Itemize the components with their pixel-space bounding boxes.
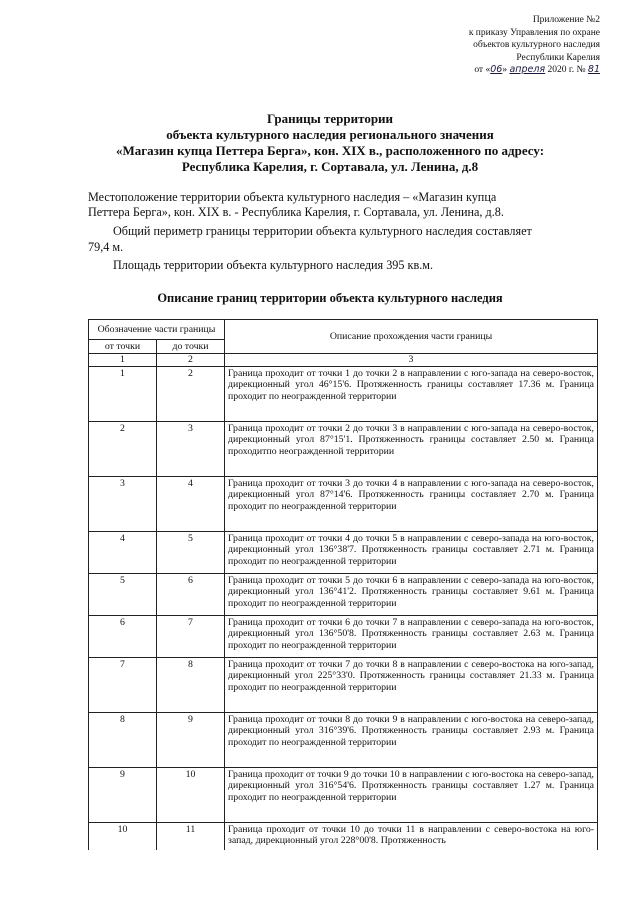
index-cell: 2: [157, 354, 225, 367]
from-cell: 7: [89, 657, 157, 712]
date-day: 06: [490, 64, 503, 75]
date-prefix: от «: [474, 65, 491, 75]
description-cell: Граница проходит от точки 7 до точки 8 в направлении с северо-востока на юго-запад, дирекционный угол 225°33'0. Протяженность границы составляет 21.33 м. Граница проходит по неогражденной территории: [225, 657, 598, 712]
title-line: Республика Карелия, г. Сортавала, ул. Ленина, д.8: [181, 159, 479, 174]
appendix-block: [469, 14, 600, 77]
location-paragraph: Местоположение территории объекта культурного наследия – «Магазин купца: [88, 190, 497, 204]
description-cell: Граница проходит от точки 5 до точки 6 в направлении с северо-запада на юго-восток, дирекционный угол 136°41'2. Протяженность границы составляет 9.61 м. Граница проходит по неогражденной территории: [225, 573, 598, 615]
header-description: Описание прохождения части границы: [225, 320, 598, 354]
index-cell: 1: [89, 354, 157, 367]
date-month: апреля: [509, 64, 546, 75]
description-cell: Граница проходит от точки 9 до точки 10 в направлении с юго-востока на северо-запад, дирекционный угол 316°54'6. Протяженность границы составляет 1.27 м. Граница проходит по неогражденной территории: [225, 767, 598, 822]
from-cell: 2: [89, 421, 157, 476]
to-cell: 5: [157, 531, 225, 573]
table-row: [89, 573, 598, 615]
table-row: [89, 822, 598, 850]
to-cell: 7: [157, 615, 225, 657]
description-cell: Граница проходит от точки 1 до точки 2 в направлении с юго-запада на северо-восток, дирекционный угол 46°15'6. Протяженность границы составляет 17.36 м. Граница проходит по неогражденной территории: [225, 366, 598, 421]
header-group: Обозначение части границы: [89, 320, 225, 340]
from-cell: 1: [89, 366, 157, 421]
to-cell: 10: [157, 767, 225, 822]
perimeter-paragraph: Общий периметр границы территории объекта культурного наследия составляет: [113, 224, 532, 238]
table-row: [89, 366, 598, 421]
description-cell: Граница проходит от точки 3 до точки 4 в направлении с юго-запада на северо-восток, дирекционный угол 87°14'6. Протяженность границы составляет 2.70 м. Граница проходит по неогражденной территории: [225, 476, 598, 531]
to-cell: 6: [157, 573, 225, 615]
description-cell: Граница проходит от точки 4 до точки 5 в направлении с северо-запада на юго-восток, дирекционный угол 136°38'7. Протяженность границы составляет 2.71 м. Граница проходит по неогражденной территории: [225, 531, 598, 573]
appendix-line: Республики Карелия: [516, 52, 600, 63]
to-cell: 3: [157, 421, 225, 476]
date-mid: »: [502, 65, 508, 75]
description-cell: Граница проходит от точки 10 до точки 11 в направлении с северо-востока на юго-запад, дирекционный угол 228°00'8. Протяженность: [225, 822, 598, 850]
to-cell: 11: [157, 822, 225, 850]
title-line: Границы территории: [266, 111, 394, 126]
from-cell: 6: [89, 615, 157, 657]
table-row: [89, 657, 598, 712]
area-paragraph: Площадь территории объекта культурного наследия 395 кв.м.: [113, 258, 434, 272]
from-cell: 3: [89, 476, 157, 531]
to-cell: 2: [157, 366, 225, 421]
title-line: объекта культурного наследия регионального значения: [166, 127, 494, 142]
header-from: от точки: [89, 340, 157, 354]
to-cell: 8: [157, 657, 225, 712]
from-cell: 4: [89, 531, 157, 573]
location-paragraph-cont: Петтера Берга», кон. XIX в. - Республика Карелия, г. Сортавала, ул. Ленина, д.8.: [88, 205, 504, 219]
section-title: Описание границ территории объекта культурного наследия: [157, 291, 503, 305]
order-number: 81: [587, 64, 600, 75]
description-cell: Граница проходит от точки 2 до точки 3 в направлении с юго-запада на северо-восток, дирекционный угол 87°15'1. Протяженность границы составляет 2.50 м. Граница проходитпо неогражденной территории: [225, 421, 598, 476]
to-cell: 9: [157, 712, 225, 767]
from-cell: 10: [89, 822, 157, 850]
table-row: [89, 421, 598, 476]
title-line: «Магазин купца Петтера Берга», кон. XIX в., расположенного по адресу:: [115, 143, 545, 158]
description-cell: Граница проходит от точки 8 до точки 9 в направлении с юго-востока на северо-запад, дирекционный угол 316°39'6. Протяженность границы составляет 2.93 м. Граница проходит по неогражденной территории: [225, 712, 598, 767]
table-row: [89, 531, 598, 573]
date-year: 2020 г. №: [547, 65, 586, 75]
table-row: [89, 767, 598, 822]
table-row: [89, 712, 598, 767]
perimeter-paragraph-cont: 79,4 м.: [88, 240, 124, 254]
appendix-line: Приложение №2: [532, 15, 600, 25]
boundary-table: [88, 319, 598, 850]
index-cell: 3: [225, 354, 598, 367]
document-title: [60, 111, 600, 175]
table-row: [89, 615, 598, 657]
from-cell: 9: [89, 767, 157, 822]
appendix-line: к приказу Управления по охране: [468, 27, 600, 38]
to-cell: 4: [157, 476, 225, 531]
from-cell: 8: [89, 712, 157, 767]
table-row: [89, 476, 598, 531]
appendix-line: объектов культурного наследия: [473, 40, 600, 50]
header-to: до точки: [157, 340, 225, 354]
appendix-date: [469, 64, 600, 77]
description-cell: Граница проходит от точки 6 до точки 7 в направлении с северо-запада на юго-восток, дирекционный угол 136°50'8. Протяженность границы составляет 2.63 м. Граница проходит по неогражденной территории: [225, 615, 598, 657]
from-cell: 5: [89, 573, 157, 615]
